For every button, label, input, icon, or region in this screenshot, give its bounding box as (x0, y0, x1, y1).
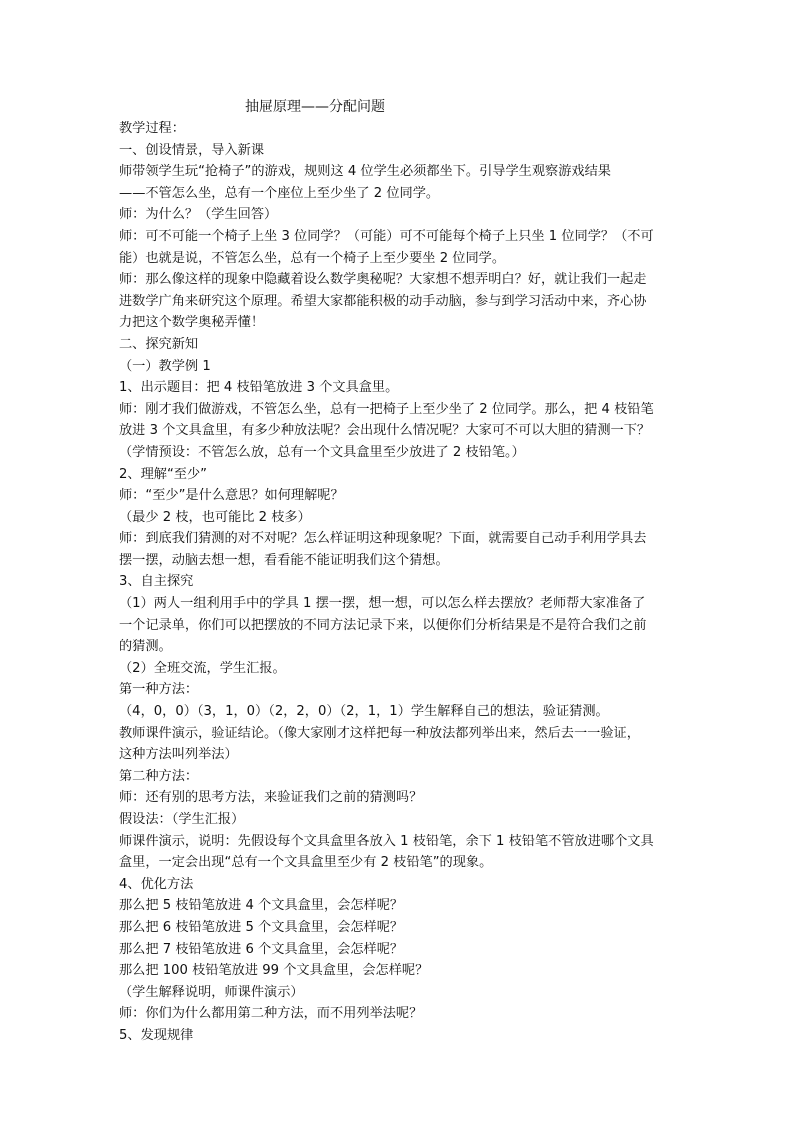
text-line: （4，0，0）（3，1，0）（2，2，0）（2，1，1）学生解释自己的想法，验证猜测。 (119, 704, 609, 720)
text-line: 摆一摆，动脑去想一想，看看能不能证明我们这个猜想。 (119, 552, 449, 568)
text-line: 盒里，一定会出现“总有一个文具盒里至少有 2 枝铅笔”的现象。 (119, 855, 493, 871)
text-line: 教师课件演示，验证结论。（像大家刚才这样把每一种放法都列举出来，然后去一一验证， (119, 725, 640, 741)
text-line: 师：到底我们猜测的对不对呢？怎么样证明这种现象呢？下面，就需要自己动手利用学具去 (119, 531, 647, 547)
text-line: 能）也就是说，不管怎么坐，总有一个椅子上至少要坐 2 位同学。 (119, 250, 506, 266)
text-line: （1）两人一组利用手中的学具 1 摆一摆，想一想，可以怎么样去摆放？老师帮大家准备了 (119, 596, 646, 612)
method-heading: 第二种方法： (119, 768, 199, 784)
text-line: 师带领学生玩“抢椅子”的游戏，规则这 4 位学生必须都坐下。引导学生观察游戏结果 (119, 164, 611, 180)
text-line: 放进 3 个文具盒里，有多少种放法呢？会出现什么情况呢？大家可不可以大胆的猜测一下？ (119, 423, 651, 439)
text-line: 那么把 6 枝铅笔放进 5 个文具盒里，会怎样呢？ (119, 919, 404, 935)
text-line: 那么把 5 枝铅笔放进 4 个文具盒里，会怎样呢？ (119, 898, 404, 914)
text-line: 师：那么像这样的现象中隐藏着设么数学奥秘呢？大家想不想弄明白？好，就让我们一起走 (119, 272, 647, 288)
text-line: 假设法：（学生汇报） (119, 812, 245, 827)
text-line: 师：可不可能一个椅子上坐 3 位同学？（可能）可不可能每个椅子上只坐 1 位同学？（不可 (119, 228, 654, 244)
text-line: 教学过程： (119, 121, 185, 136)
section-heading: 二、探究新知 (119, 336, 199, 352)
text-line: 师：“至少”是什么意思？如何理解呢？ (119, 488, 344, 504)
text-line: 这种方法叫列举法） (119, 747, 238, 763)
text-line: 师：你们为什么都用第二种方法，而不用列举法呢？ (119, 1006, 423, 1022)
text-line: 进数学广角来研究这个原理。希望大家都能积极的动手动脑，参与到学习活动中来，齐心协 (119, 293, 647, 309)
text-line: 1、出示题目：把 4 枝铅笔放进 3 个文具盒里。 (119, 380, 399, 396)
text-line: 师课件演示，说明：先假设每个文具盒里各放入 1 枝铅笔，余下 1 枝铅笔不管放进哪个文具 (119, 833, 654, 849)
document-title: 抽屉原理——分配问题 (245, 99, 385, 115)
text-line: （2）全班交流，学生汇报。 (119, 660, 286, 676)
text-line: （最少 2 枝，也可能比 2 枝多） (119, 509, 311, 525)
text-line: 那么把 100 枝铅笔放进 99 个文具盒里，会怎样呢？ (119, 963, 429, 979)
section-heading: 一、创设情景，导入新课 (119, 142, 265, 158)
text-line: 力把这个数学奥秘弄懂！ (119, 315, 265, 331)
subsection-heading: 5、发现规律 (119, 1027, 194, 1043)
subsection-heading: 2、理解“至少” (119, 466, 207, 482)
text-line: 那么把 7 枝铅笔放进 6 个文具盒里，会怎样呢？ (119, 941, 404, 957)
subsection-heading: 4、优化方法 (119, 876, 194, 892)
text-line: 的猜测。 (119, 639, 172, 655)
text-line: ——不管怎么坐，总有一个座位上至少坐了 2 位同学。 (119, 185, 440, 201)
text-line: （学生解释说明，师课件演示） (119, 984, 304, 1000)
text-line: （学情预设：不管怎么放，总有一个文具盒里至少放进了 2 枝铅笔。） (119, 444, 525, 460)
text-line: 一个记录单，你们可以把摆放的不同方法记录下来，以便你们分析结果是不是符合我们之前 (119, 617, 647, 633)
subsection-heading: （一）教学例 1 (119, 358, 211, 374)
subsection-heading: 3、自主探究 (119, 574, 194, 590)
text-line: 师：为什么？（学生回答） (119, 207, 278, 223)
text-line: 师：刚才我们做游戏，不管怎么坐，总有一把椅子上至少坐了 2 位同学。那么，把 4 枝铅笔 (119, 401, 654, 417)
text-line: 师：还有别的思考方法，来验证我们之前的猜测吗？ (119, 790, 423, 806)
method-heading: 第一种方法： (119, 682, 199, 698)
document-body (119, 118, 679, 1047)
